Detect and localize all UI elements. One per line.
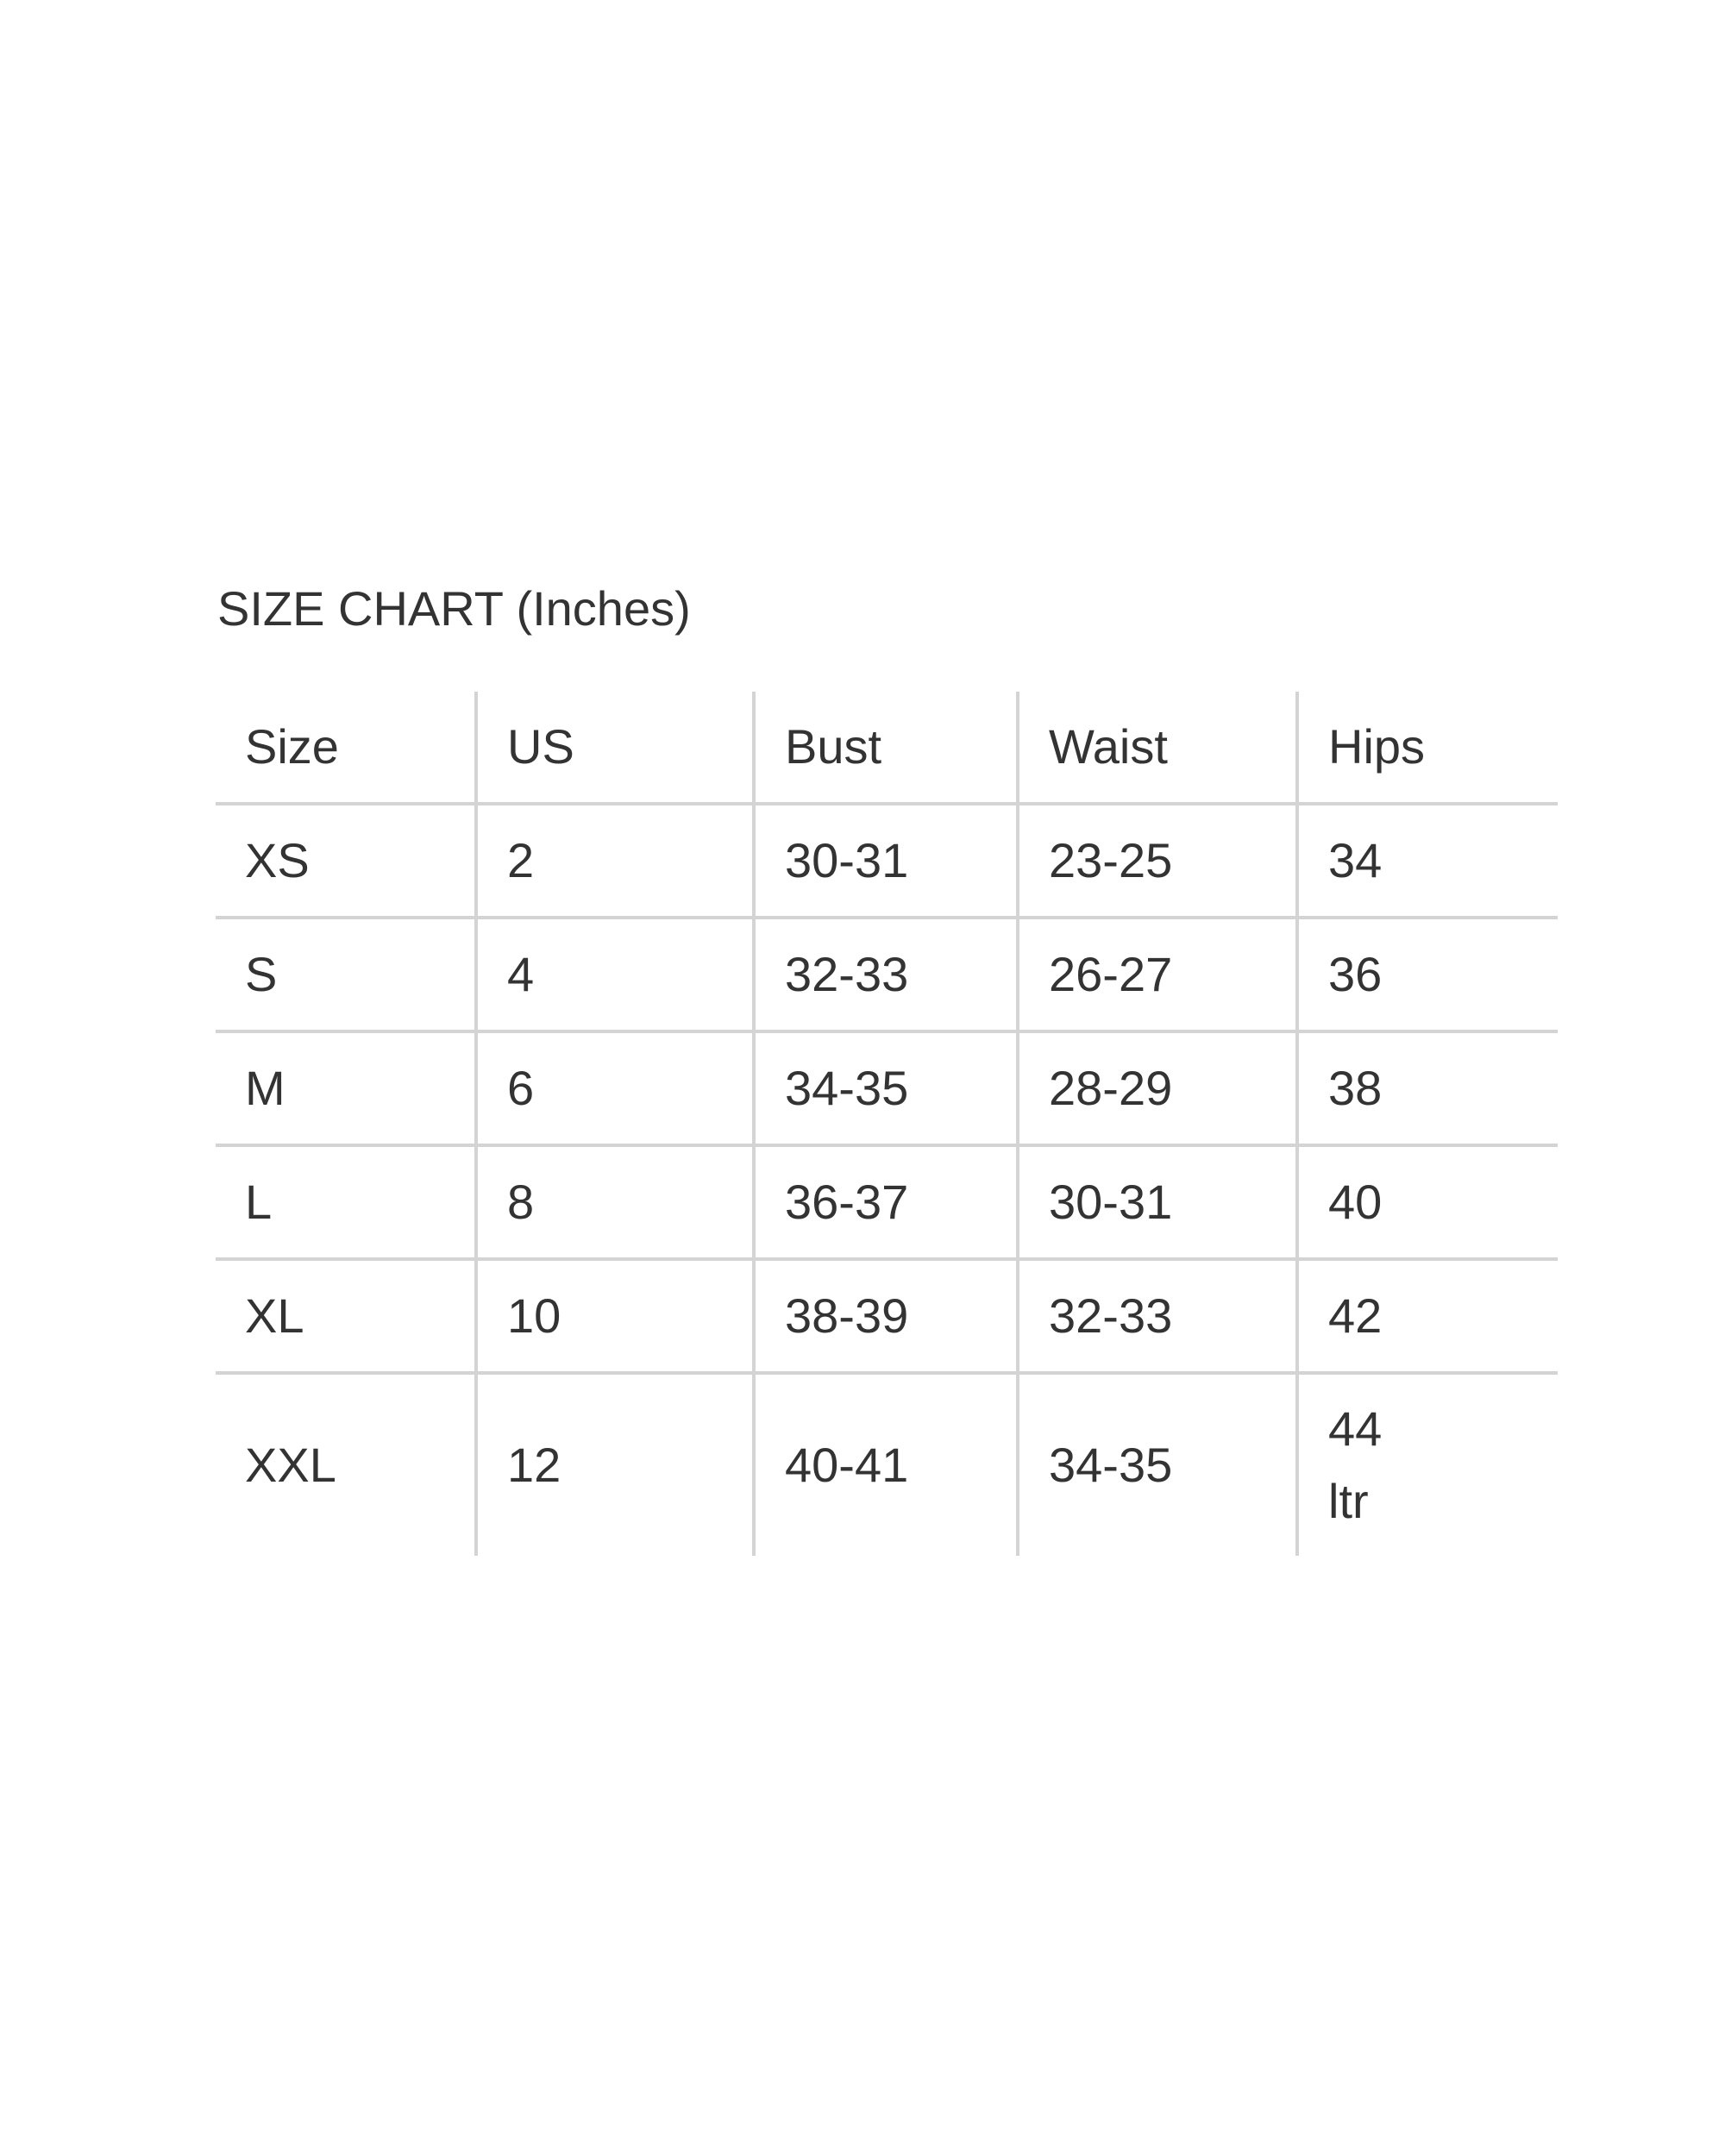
cell-bust: 40-41 [754,1373,1018,1556]
cell-waist: 34-35 [1018,1373,1297,1556]
cell-hips: 40 [1297,1145,1558,1259]
header-size: Size [216,692,476,804]
cell-waist: 28-29 [1018,1031,1297,1145]
cell-size: XXL [245,1438,336,1492]
cell-size: L [216,1145,476,1259]
cell-bust: 38-39 [754,1259,1018,1373]
cell-hips: 38 [1297,1031,1558,1145]
table-row [216,1145,1558,1259]
header-us: US [476,692,754,804]
cell-bust: 32-33 [754,918,1018,1031]
table-row [216,1373,1558,1556]
header-hips: Hips [1297,692,1558,804]
cell-waist: 26-27 [1018,918,1297,1031]
cell-waist: 32-33 [1018,1259,1297,1373]
size-chart-title: SIZE CHART (Inches) [217,581,691,636]
cell-hips [1297,1373,1558,1556]
cell-hips: 34 [1297,804,1558,918]
cell-size: S [216,918,476,1031]
table-row [216,918,1558,1031]
cell-us: 12 [476,1373,754,1556]
header-waist: Waist [1018,692,1297,804]
cell-us: 6 [476,1031,754,1145]
header-bust: Bust [754,692,1018,804]
cell-us: 8 [476,1145,754,1259]
cell-bust: 30-31 [754,804,1018,918]
table-row [216,1031,1558,1145]
table-row [216,1259,1558,1373]
cell-hips: 36 [1297,918,1558,1031]
cell-hips: 42 [1297,1259,1558,1373]
table-header-row [216,692,1558,804]
cell-waist: 23-25 [1018,804,1297,918]
table-row [216,804,1558,918]
cell-us: 4 [476,918,754,1031]
cell-size: M [216,1031,476,1145]
cell-size: XS [216,804,476,918]
cell-size: XL [216,1259,476,1373]
size-chart-table [216,692,1558,1556]
cell-hips-line-2: ltr [1328,1474,1369,1528]
cell-us: 10 [476,1259,754,1373]
cell-hips-line-1: 44 [1328,1401,1383,1456]
cell-bust: 34-35 [754,1031,1018,1145]
cell-waist: 30-31 [1018,1145,1297,1259]
cell-bust: 36-37 [754,1145,1018,1259]
cell-us: 2 [476,804,754,918]
